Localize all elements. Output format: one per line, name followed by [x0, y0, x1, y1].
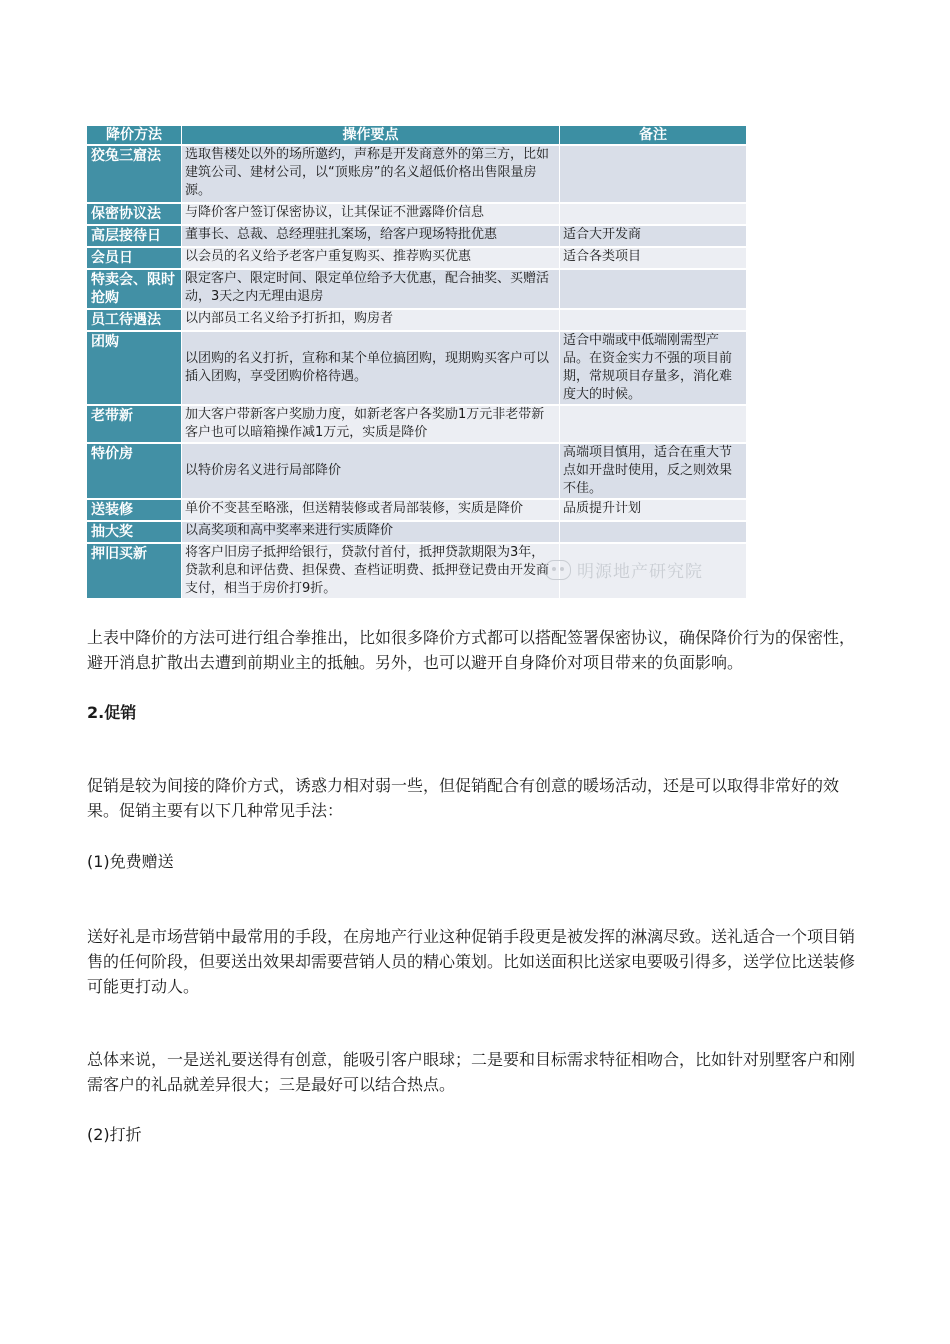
method-cell: 特价房: [87, 444, 181, 498]
operation-cell: 限定客户、限定时间、限定单位给予大优惠，配合抽奖、买赠活动，3天之内无理由退房: [181, 270, 559, 308]
header-method: 降价方法: [87, 126, 181, 144]
operation-cell: 将客户旧房子抵押给银行，贷款付首付，抵押贷款期限为3年，贷款利息和评估费、担保费、查档证明费、抵押登记费由开发商支付，相当于房价打9折。: [181, 544, 559, 598]
note-cell: [559, 406, 746, 442]
note-cell: [559, 522, 746, 542]
operation-cell: 以团购的名义打折，宣称和某个单位搞团购，现期购买客户可以插入团购，享受团购价格待遇。: [181, 332, 559, 404]
note-cell: 适合中端或中低端刚需型产品。在资金实力不强的项目前期，常规项目存量多，消化难度大的时候。: [559, 332, 746, 404]
methods-table: [87, 124, 746, 600]
method-cell: 员工待遇法: [87, 310, 181, 330]
operation-cell: 以高奖项和高中奖率来进行实质降价: [181, 522, 559, 542]
operation-cell: 以内部员工名义给予打折扣，购房者: [181, 310, 559, 330]
header-note: 备注: [559, 126, 746, 144]
paragraph-combined-methods: 上表中降价的方法可进行组合拳推出，比如很多降价方式都可以搭配签署保密协议，确保降价行为的保密性，避开消息扩散出去遭到前期业主的抵触。另外，也可以避开自身降价对项目带来的负面影响。: [87, 628, 856, 672]
table-row: [87, 310, 746, 330]
section-heading-promotion: 2.促销: [87, 703, 137, 722]
method-cell: 老带新: [87, 406, 181, 442]
method-cell: 狡兔三窟法: [87, 146, 181, 202]
operation-cell: 以特价房名义进行局部降价: [181, 444, 559, 498]
table-row: [87, 226, 746, 246]
note-cell: [559, 204, 746, 224]
note-cell: 适合大开发商: [559, 226, 746, 246]
watermark-text: 明源地产研究院: [577, 562, 703, 582]
method-cell: 抽大奖: [87, 522, 181, 542]
table-row: [87, 332, 746, 404]
wechat-icon: [545, 560, 571, 580]
table-row: [87, 500, 746, 520]
method-cell: 保密协议法: [87, 204, 181, 224]
table-row: [87, 522, 746, 542]
note-cell: [559, 146, 746, 202]
table-row: [87, 406, 746, 442]
note-cell: 品质提升计划: [559, 500, 746, 520]
table-header-row: [87, 126, 746, 144]
subheading-free-gift: (1)免费赠送: [87, 852, 174, 871]
note-cell: [559, 270, 746, 308]
method-cell: 押旧买新: [87, 544, 181, 598]
table-row: [87, 270, 746, 308]
header-operation: 操作要点: [181, 126, 559, 144]
operation-cell: 以会员的名义给予老客户重复购买、推荐购买优惠: [181, 248, 559, 268]
note-cell: 高端项目慎用，适合在重大节点如开盘时使用，反之则效果不佳。: [559, 444, 746, 498]
subheading-discount: (2)打折: [87, 1125, 142, 1144]
table-row: [87, 204, 746, 224]
operation-cell: 与降价客户签订保密协议，让其保证不泄露降价信息: [181, 204, 559, 224]
table-row: [87, 248, 746, 268]
paragraph-summary: 总体来说，一是送礼要送得有创意，能吸引客户眼球；二是要和目标需求特征相吻合，比如针对别墅客户和刚需客户的礼品就差异很大；三是最好可以结合热点。: [87, 1050, 856, 1094]
method-cell: 高层接待日: [87, 226, 181, 246]
method-cell: 特卖会、限时抢购: [87, 270, 181, 308]
table-row: [87, 146, 746, 202]
paragraph-gifts: 送好礼是市场营销中最常用的手段，在房地产行业这种促销手段更是被发挥的淋漓尽致。送礼适合一个项目销售的任何阶段，但要送出效果却需要营销人员的精心策划。比如送面积比送家电要吸引得多，送学位比送装修可能更打动人。: [87, 927, 856, 996]
method-cell: 团购: [87, 332, 181, 404]
operation-cell: 单价不变甚至略涨，但送精装修或者局部装修，实质是降价: [181, 500, 559, 520]
operation-cell: 董事长、总裁、总经理驻扎案场，给客户现场特批优惠: [181, 226, 559, 246]
operation-cell: 加大客户带新客户奖励力度，如新老客户各奖励1万元非老带新客户也可以暗箱操作减1万元，实质是降价: [181, 406, 559, 442]
method-cell: 会员日: [87, 248, 181, 268]
note-cell: [559, 310, 746, 330]
price-reduction-table: [87, 124, 746, 600]
method-cell: 送装修: [87, 500, 181, 520]
paragraph-promotion-intro: 促销是较为间接的降价方式，诱惑力相对弱一些，但促销配合有创意的暖场活动，还是可以取得非常好的效果。促销主要有以下几种常见手法：: [87, 776, 840, 820]
operation-cell: 选取售楼处以外的场所邀约，声称是开发商意外的第三方，比如建筑公司、建材公司，以“顶账房”的名义超低价格出售限量房源。: [181, 146, 559, 202]
note-cell: 适合各类项目: [559, 248, 746, 268]
watermark: [545, 557, 703, 582]
table-row: [87, 444, 746, 498]
